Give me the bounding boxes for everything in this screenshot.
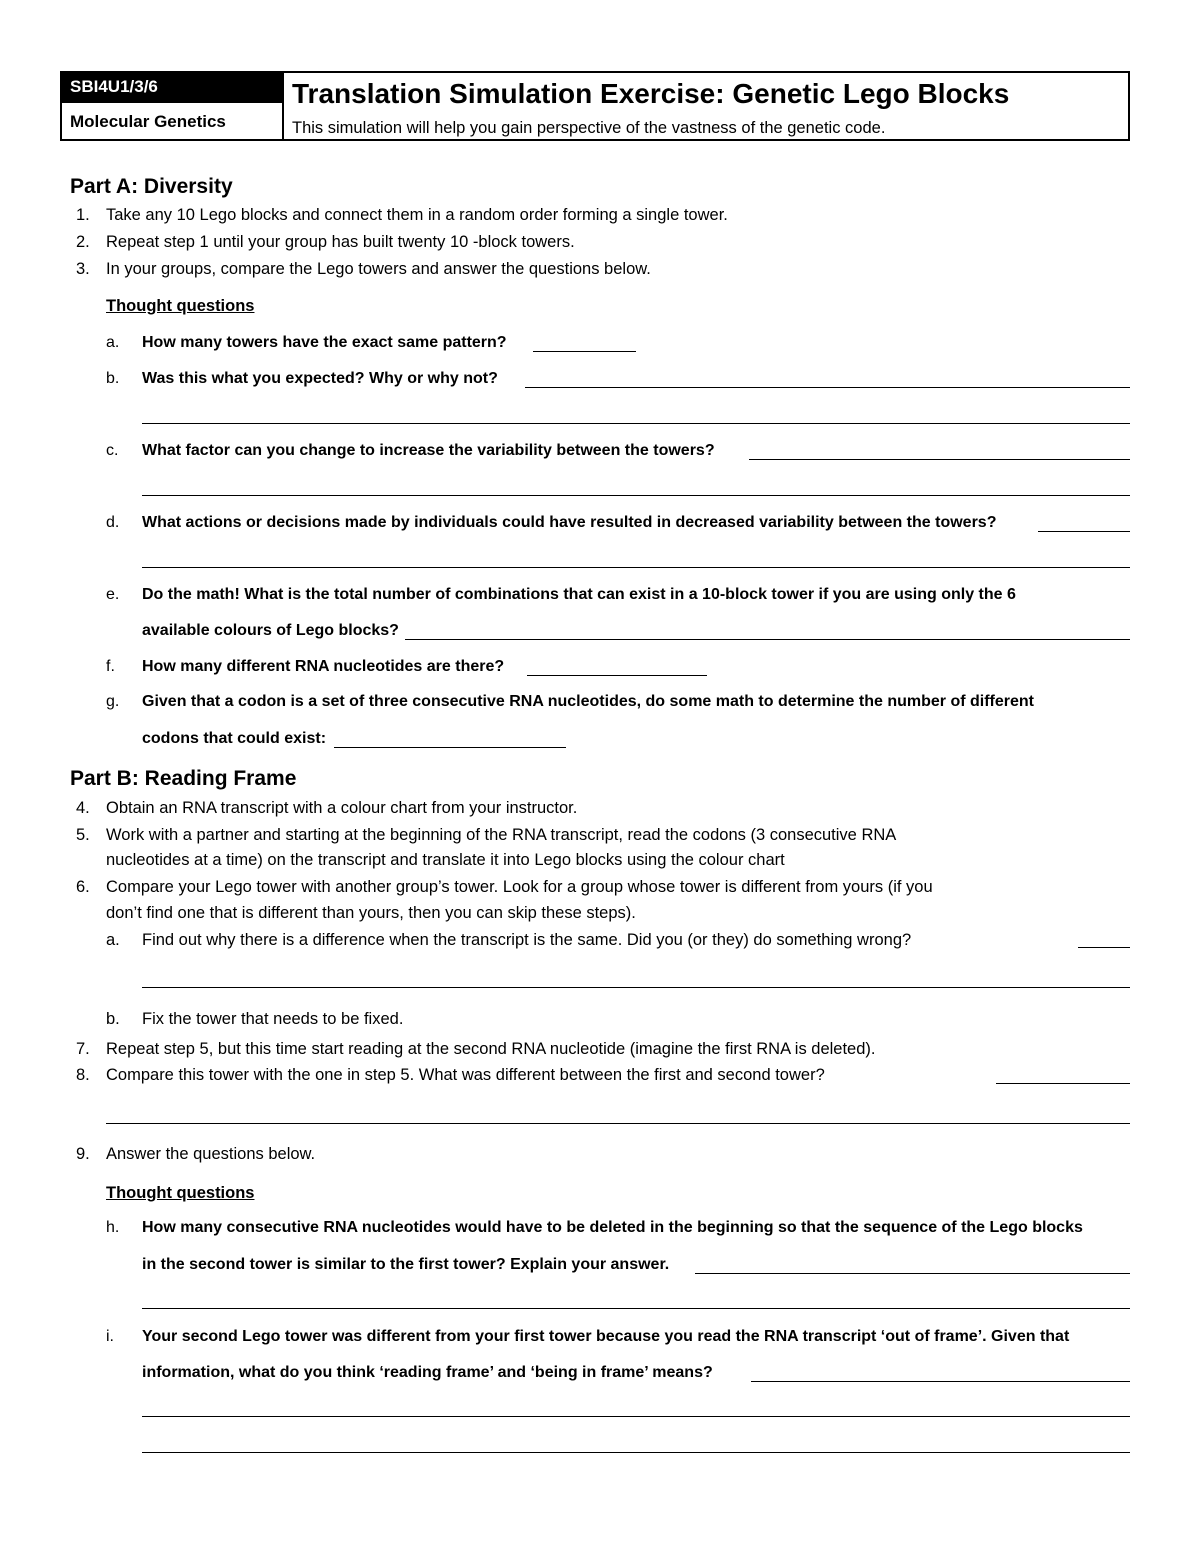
answer-line-i1[interactable] xyxy=(751,1381,1130,1382)
course-code: SBI4U1/3/6 xyxy=(60,71,284,103)
answer-line-6a1[interactable] xyxy=(1078,947,1130,948)
sub-step-b xyxy=(106,1006,403,1032)
sub-step-letter: b. xyxy=(106,1010,120,1028)
question-i-text: Your second Lego tower was different from your first tower because you read the RNA transcript ‘out of frame’. Given that xyxy=(142,1328,1070,1345)
page-subtitle: This simulation will help you gain perspective of the vastness of the genetic code. xyxy=(292,119,886,137)
step-text: Work with a partner and starting at the beginning of the RNA transcript, read the codons (3 consecutive RNA xyxy=(106,826,897,844)
answer-line-f[interactable] xyxy=(527,675,707,676)
question-letter: i. xyxy=(106,1328,114,1345)
step-5 xyxy=(76,822,896,848)
question-d-text: What actions or decisions made by individuals could have resulted in decreased variability between the towers? xyxy=(142,514,997,531)
question-h-text-cont: in the second tower is similar to the first tower? Explain your answer. xyxy=(142,1256,670,1273)
answer-line-h1[interactable] xyxy=(695,1273,1130,1274)
question-letter: g. xyxy=(106,693,120,710)
step-number: 5. xyxy=(76,826,90,844)
answer-line-i2[interactable] xyxy=(142,1416,1130,1417)
answer-line-e[interactable] xyxy=(405,639,1130,640)
question-f-text: How many different RNA nucleotides are there? xyxy=(142,658,505,675)
question-e-text-cont: available colours of Lego blocks? xyxy=(142,622,399,639)
answer-line-b1[interactable] xyxy=(525,387,1130,388)
sub-step-text: Find out why there is a difference when the transcript is the same. Did you (or they) do something wrong? xyxy=(142,931,912,949)
answer-line-6a2[interactable] xyxy=(142,987,1130,988)
sub-step-a xyxy=(106,927,911,953)
question-g-text: Given that a codon is a set of three consecutive RNA nucleotides, do some math to determine the number of different xyxy=(142,693,1034,710)
thought-questions-label: Thought questions xyxy=(106,297,255,315)
thought-questions-label: Thought questions xyxy=(106,1184,255,1202)
question-c-text: What factor can you change to increase the variability between the towers? xyxy=(142,442,715,459)
answer-line-8b[interactable] xyxy=(106,1123,1130,1124)
answer-line-h2[interactable] xyxy=(142,1308,1130,1309)
question-a-text: How many towers have the exact same pattern? xyxy=(142,334,507,351)
answer-line-8a[interactable] xyxy=(996,1083,1130,1084)
step-text: In your groups, compare the Lego towers and answer the questions below. xyxy=(106,260,651,278)
answer-line-g[interactable] xyxy=(334,747,566,748)
answer-line-d2[interactable] xyxy=(142,567,1130,568)
step-3 xyxy=(76,256,651,282)
step-number: 3. xyxy=(76,260,90,278)
question-letter: c. xyxy=(106,442,119,459)
step-text: Compare this tower with the one in step 5. What was different between the first and second tower? xyxy=(106,1066,825,1084)
question-b-text: Was this what you expected? Why or why not? xyxy=(142,370,498,387)
step-5-cont: nucleotides at a time) on the transcript and translate it into Lego blocks using the colour chart xyxy=(106,851,785,869)
step-number: 1. xyxy=(76,206,90,224)
step-number: 9. xyxy=(76,1145,90,1163)
question-letter: e. xyxy=(106,586,120,603)
step-9 xyxy=(76,1141,315,1167)
part-b-heading: Part B: Reading Frame xyxy=(70,767,297,790)
step-text: Take any 10 Lego blocks and connect them in a random order forming a single tower. xyxy=(106,206,728,224)
page-title: Translation Simulation Exercise: Genetic Lego Blocks xyxy=(292,78,1010,109)
part-a-heading: Part A: Diversity xyxy=(70,175,233,198)
header-divider xyxy=(282,71,284,141)
question-letter: a. xyxy=(106,334,120,351)
question-letter: f. xyxy=(106,658,115,675)
answer-line-c2[interactable] xyxy=(142,495,1130,496)
sub-step-text: Fix the tower that needs to be fixed. xyxy=(142,1010,404,1028)
step-text: Compare your Lego tower with another group’s tower. Look for a group whose tower is different from yours (if you xyxy=(106,878,933,896)
step-number: 8. xyxy=(76,1066,90,1084)
step-number: 2. xyxy=(76,233,90,251)
question-letter: d. xyxy=(106,514,120,531)
answer-line-c1[interactable] xyxy=(749,459,1130,460)
step-text: Obtain an RNA transcript with a colour chart from your instructor. xyxy=(106,799,578,817)
answer-line-d1[interactable] xyxy=(1038,531,1130,532)
question-h-text: How many consecutive RNA nucleotides would have to be deleted in the beginning so that the sequence of the Lego blocks xyxy=(142,1219,1083,1236)
step-2 xyxy=(76,229,575,255)
step-4 xyxy=(76,795,577,821)
unit-name: Molecular Genetics xyxy=(60,103,284,141)
question-e-text: Do the math! What is the total number of combinations that can exist in a 10-block tower if you are using only the 6 xyxy=(142,586,1016,603)
answer-line-i3[interactable] xyxy=(142,1452,1130,1453)
answer-line-a[interactable] xyxy=(533,351,636,352)
question-i-text-cont: information, what do you think ‘reading frame’ and ‘being in frame’ means? xyxy=(142,1364,713,1381)
answer-line-b2[interactable] xyxy=(142,423,1130,424)
step-8 xyxy=(76,1062,825,1088)
step-number: 7. xyxy=(76,1040,90,1058)
step-6 xyxy=(76,874,933,900)
question-g-text-cont: codons that could exist: xyxy=(142,730,327,747)
step-number: 4. xyxy=(76,799,90,817)
step-1 xyxy=(76,202,728,228)
step-7 xyxy=(76,1036,876,1062)
step-6-cont: don’t find one that is different than yours, then you can skip these steps). xyxy=(106,904,636,922)
step-text: Repeat step 1 until your group has built twenty 10 -block towers. xyxy=(106,233,575,251)
step-text: Answer the questions below. xyxy=(106,1145,316,1163)
sub-step-letter: a. xyxy=(106,931,120,949)
step-number: 6. xyxy=(76,878,90,896)
question-letter: b. xyxy=(106,370,120,387)
step-text: Repeat step 5, but this time start reading at the second RNA nucleotide (imagine the first RNA is deleted). xyxy=(106,1040,876,1058)
question-letter: h. xyxy=(106,1219,120,1236)
